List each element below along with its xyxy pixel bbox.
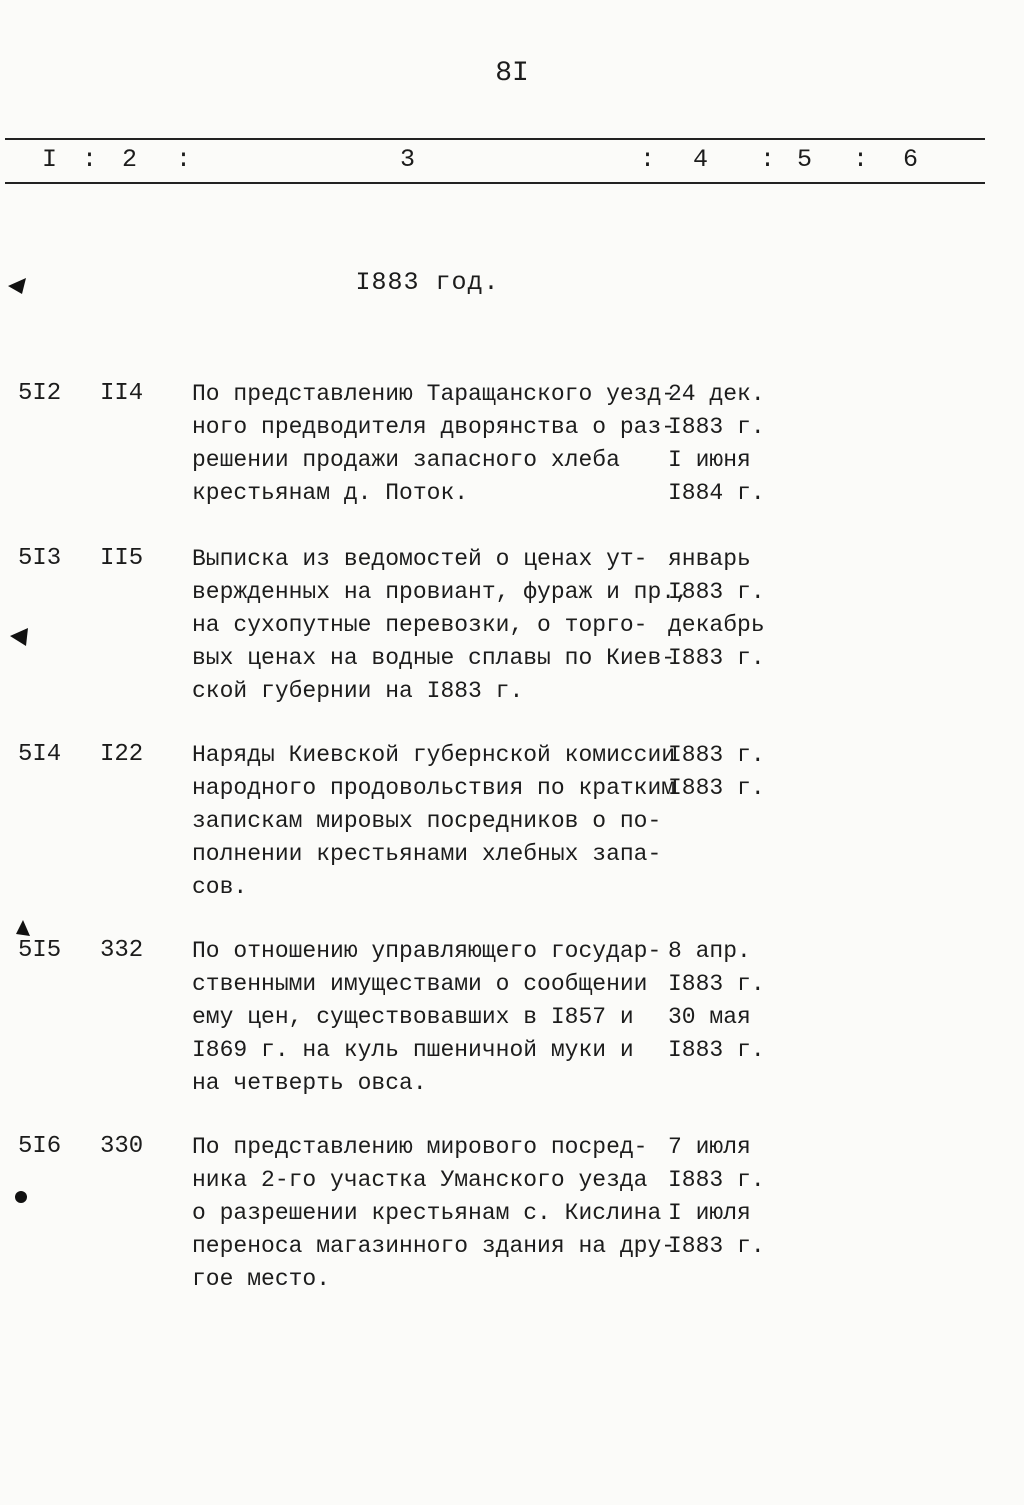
entry-description: Наряды Киевской губернской комиссии народного продовольствия по кратким запискам мировых посредников о по- полнении крестьянами хлебных запа- сов. — [192, 742, 676, 900]
entry-dates: I883 г. I883 г. — [668, 742, 765, 801]
column-6-label: 6 — [903, 145, 919, 174]
sheet-count: II5 — [100, 545, 144, 572]
column-2-label: 2 — [122, 145, 138, 174]
binder-mark-icon — [6, 276, 28, 296]
binder-mark-icon — [14, 918, 32, 938]
column-3-label: 3 — [400, 145, 416, 174]
entry-description: По отношению управляющего государ- ственными имуществами о сообщении ему цен, существовавших в I857 и I869 г. на куль пшеничной муки и на четверть овса. — [192, 938, 662, 1096]
entry-dates: 24 дек. I883 г. I июня I884 г. — [668, 381, 765, 506]
column-5-label: 5 — [797, 145, 813, 174]
column-separator: : — [760, 145, 776, 174]
header-top-rule — [5, 138, 985, 140]
sheet-count: 330 — [100, 1133, 144, 1160]
sheet-count: 332 — [100, 937, 144, 964]
column-separator: : — [176, 145, 192, 174]
column-separator: : — [853, 145, 869, 174]
entry-description: Выписка из ведомостей о ценах ут- вержденных на провиант, фураж и пр., на сухопутные перевозки, о торго- вых ценах на водные сплавы по Киев- ской губернии на I883 г. — [192, 546, 689, 704]
sheet-count: I22 — [100, 741, 144, 768]
column-4-label: 4 — [693, 145, 709, 174]
entry-number: 5I6 — [18, 1133, 62, 1160]
entry-number: 5I2 — [18, 380, 62, 407]
entry-description: По представлению мирового посред- ника 2-го участка Уманского уезда о разрешении крестьянам с. Кислина переноса магазинного здания на дру- гое место. — [192, 1134, 676, 1292]
page-number: 8I — [495, 58, 529, 89]
binder-mark-icon — [8, 626, 30, 648]
entry-dates: 8 апр. I883 г. 30 мая I883 г. — [668, 938, 765, 1063]
binder-mark-icon — [12, 1188, 30, 1206]
entry-number: 5I5 — [18, 937, 62, 964]
entry-number: 5I4 — [18, 741, 62, 768]
entry-description: По представлению Таращанского уезд- ного предводителя дворянства о раз- решении продажи запасного хлеба крестьянам д. Поток. — [192, 381, 676, 506]
sheet-count: II4 — [100, 380, 144, 407]
entry-dates: январь I883 г. декабрь I883 г. — [668, 546, 765, 671]
section-heading: I883 год. — [355, 268, 500, 297]
column-1-label: I — [42, 145, 58, 174]
column-separator: : — [640, 145, 656, 174]
entry-number: 5I3 — [18, 545, 62, 572]
entry-dates: 7 июля I883 г. I июля I883 г. — [668, 1134, 765, 1259]
header-bottom-rule — [5, 182, 985, 184]
column-separator: : — [82, 145, 98, 174]
